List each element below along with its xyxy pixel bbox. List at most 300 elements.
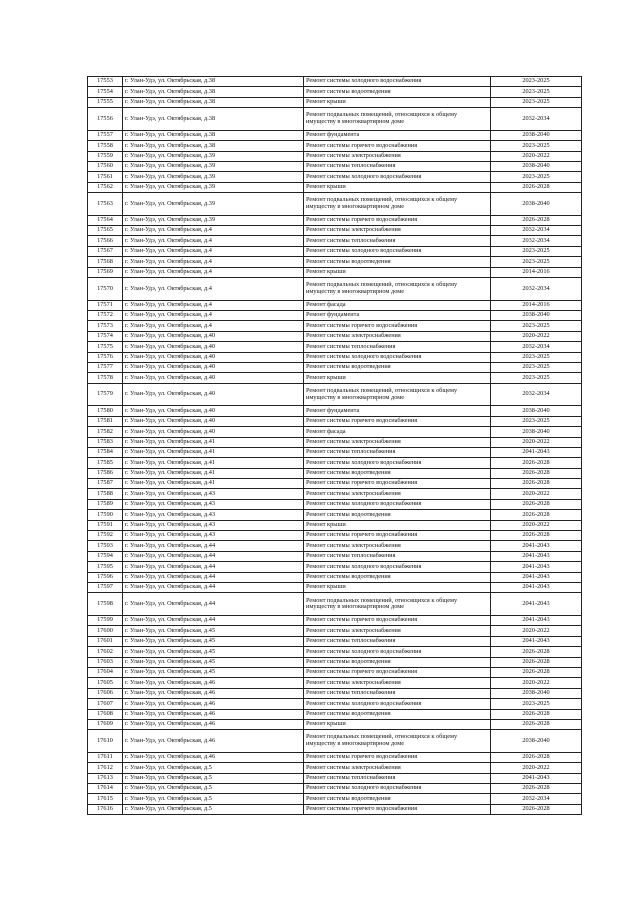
row-work-text: Ремонт системы теплоснабжения: [306, 342, 396, 350]
row-work-type: [304, 489, 491, 499]
table-row: [88, 311, 582, 321]
row-address: г. Улан-Удэ, ул. Октябрьская, д.46: [123, 688, 304, 698]
row-period: 2026-2028: [491, 531, 582, 541]
row-work-text: Ремонт системы горячего водоснабжения: [306, 805, 418, 813]
row-work-text: Ремонт системы электроснабжения: [306, 489, 401, 497]
row-period: 2023-2025: [491, 141, 582, 151]
row-period: 2038-2040: [491, 311, 582, 321]
row-number: 17592: [88, 531, 123, 541]
table-row: [88, 626, 582, 636]
row-period: 2023-2025: [491, 373, 582, 383]
row-work-type: [304, 352, 491, 362]
row-address: г. Улан-Удэ, ул. Октябрьская, д.43: [123, 510, 304, 520]
row-work-text: Ремонт системы горячего водоснабжения: [306, 417, 418, 425]
row-period: 2041-2043: [491, 562, 582, 572]
row-work-text: Ремонт подвальных помещений, относящихся к общему имуществу в многоквартирном доме: [306, 386, 458, 401]
row-period: 2023-2025: [491, 172, 582, 182]
table-row: [88, 352, 582, 362]
row-work-type: [304, 97, 491, 107]
row-work-text: Ремонт системы теплоснабжения: [306, 774, 396, 782]
row-number: 17583: [88, 437, 123, 447]
table-row: [88, 108, 582, 131]
row-work-text: Ремонт системы теплоснабжения: [306, 448, 396, 456]
row-address: г. Улан-Удэ, ул. Октябрьская, д.46: [123, 730, 304, 753]
table-row: [88, 383, 582, 406]
row-work-type: [304, 141, 491, 151]
table-row: [88, 709, 582, 719]
row-work-text: Ремонт системы теплоснабжения: [306, 162, 396, 170]
row-work-text: Ремонт системы электроснабжения: [306, 437, 401, 445]
row-number: 17559: [88, 151, 123, 161]
row-period: 2020-2022: [491, 331, 582, 341]
row-number: 17590: [88, 510, 123, 520]
row-work-text: Ремонт подвальных помещений, относящихся к общему имуществу в многоквартирном доме: [306, 281, 458, 295]
row-number: 17571: [88, 300, 123, 310]
row-period: 2026-2028: [491, 182, 582, 192]
row-number: 17560: [88, 161, 123, 171]
table-row: [88, 794, 582, 804]
row-address: г. Улан-Удэ, ул. Октябрьская, д.41: [123, 479, 304, 489]
row-work-type: [304, 531, 491, 541]
row-work-text: Ремонт системы теплоснабжения: [306, 236, 396, 244]
row-number: 17588: [88, 489, 123, 499]
row-work-text: Ремонт крыши: [306, 583, 346, 591]
row-period: 2038-2040: [491, 406, 582, 416]
table-row: [88, 657, 582, 667]
row-number: 17555: [88, 97, 123, 107]
row-period: 2020-2022: [491, 763, 582, 773]
row-work-text: Ремонт системы электроснабжения: [306, 541, 401, 549]
row-work-type: [304, 416, 491, 426]
table-row: [88, 520, 582, 530]
row-address: г. Улан-Удэ, ул. Октябрьская, д.4: [123, 236, 304, 246]
row-work-text: Ремонт системы электроснабжения: [306, 626, 401, 634]
row-address: г. Улан-Удэ, ул. Октябрьская, д.45: [123, 626, 304, 636]
table-row: [88, 458, 582, 468]
row-period: 2020-2022: [491, 151, 582, 161]
row-address: г. Улан-Удэ, ул. Октябрьская, д.44: [123, 562, 304, 572]
row-work-type: [304, 794, 491, 804]
row-address: г. Улан-Удэ, ул. Октябрьская, д.41: [123, 458, 304, 468]
row-work-text: Ремонт подвальных помещений, относящихся к общему имуществу в многоквартирном доме: [306, 596, 458, 611]
row-number: 17582: [88, 427, 123, 437]
row-address: г. Улан-Удэ, ул. Октябрьская, д.40: [123, 331, 304, 341]
row-work-type: [304, 236, 491, 246]
row-number: 17615: [88, 794, 123, 804]
table-row: [88, 647, 582, 657]
row-work-text: Ремонт системы холодного водоснабжения: [306, 247, 422, 255]
row-period: 2020-2022: [491, 437, 582, 447]
row-period: 2023-2025: [491, 257, 582, 267]
row-number: 17607: [88, 699, 123, 709]
row-period: 2026-2028: [491, 752, 582, 762]
row-work-type: [304, 311, 491, 321]
repair-schedule-table: [87, 76, 582, 815]
row-work-text: Ремонт крыши: [306, 720, 346, 728]
table-row: [88, 752, 582, 762]
row-number: 17567: [88, 246, 123, 256]
row-address: г. Улан-Удэ, ул. Октябрьская, д.45: [123, 667, 304, 677]
row-work-type: [304, 499, 491, 509]
row-address: г. Улан-Удэ, ул. Октябрьская, д.45: [123, 636, 304, 646]
row-address: г. Улан-Удэ, ул. Октябрьская, д.39: [123, 151, 304, 161]
table-row: [88, 193, 582, 216]
row-address: г. Улан-Удэ, ул. Октябрьская, д.38: [123, 77, 304, 87]
row-number: 17602: [88, 647, 123, 657]
row-period: 2041-2043: [491, 447, 582, 457]
row-work-type: [304, 383, 491, 406]
row-work-type: [304, 593, 491, 616]
row-work-type: [304, 342, 491, 352]
row-period: 2041-2043: [491, 593, 582, 616]
row-address: г. Улан-Удэ, ул. Октябрьская, д.4: [123, 246, 304, 256]
row-work-type: [304, 657, 491, 667]
row-period: 2038-2040: [491, 427, 582, 437]
table-row: [88, 87, 582, 97]
table-row: [88, 541, 582, 551]
row-number: 17556: [88, 108, 123, 131]
table-row: [88, 510, 582, 520]
row-work-type: [304, 784, 491, 794]
row-work-type: [304, 562, 491, 572]
row-address: г. Улан-Удэ, ул. Октябрьская, д.4: [123, 278, 304, 301]
row-number: 17585: [88, 458, 123, 468]
table-row: [88, 489, 582, 499]
row-period: 2026-2028: [491, 479, 582, 489]
table-row: [88, 416, 582, 426]
table-row: [88, 300, 582, 310]
row-number: 17613: [88, 773, 123, 783]
row-address: г. Улан-Удэ, ул. Октябрьская, д.44: [123, 615, 304, 625]
row-number: 17591: [88, 520, 123, 530]
table-row: [88, 699, 582, 709]
row-address: г. Улан-Удэ, ул. Октябрьская, д.40: [123, 427, 304, 437]
table-row: [88, 406, 582, 416]
row-address: г. Улан-Удэ, ул. Октябрьская, д.40: [123, 406, 304, 416]
row-work-type: [304, 572, 491, 582]
row-period: 2032-2034: [491, 108, 582, 131]
row-number: 17554: [88, 87, 123, 97]
row-work-type: [304, 636, 491, 646]
row-work-text: Ремонт системы горячего водоснабжения: [306, 216, 418, 224]
row-number: 17584: [88, 447, 123, 457]
row-work-text: Ремонт системы водоотведения: [306, 794, 391, 802]
row-work-type: [304, 626, 491, 636]
table-row: [88, 531, 582, 541]
table-row: [88, 362, 582, 372]
row-address: г. Улан-Удэ, ул. Октябрьская, д.40: [123, 373, 304, 383]
row-number: 17605: [88, 678, 123, 688]
row-address: г. Улан-Удэ, ул. Октябрьская, д.38: [123, 130, 304, 140]
row-number: 17569: [88, 267, 123, 277]
row-work-type: [304, 77, 491, 87]
row-number: 17586: [88, 468, 123, 478]
row-period: 2041-2043: [491, 773, 582, 783]
row-address: г. Улан-Удэ, ул. Октябрьская, д.43: [123, 499, 304, 509]
table-row: [88, 719, 582, 729]
table-row: [88, 784, 582, 794]
row-period: 2020-2022: [491, 489, 582, 499]
row-work-type: [304, 130, 491, 140]
row-number: 17564: [88, 215, 123, 225]
row-work-type: [304, 172, 491, 182]
row-period: 2020-2022: [491, 678, 582, 688]
row-work-type: [304, 215, 491, 225]
row-work-text: Ремонт системы горячего водоснабжения: [306, 616, 418, 624]
row-number: 17593: [88, 541, 123, 551]
row-address: г. Улан-Удэ, ул. Октябрьская, д.43: [123, 520, 304, 530]
table-row: [88, 267, 582, 277]
row-work-type: [304, 151, 491, 161]
row-number: 17557: [88, 130, 123, 140]
table-row: [88, 688, 582, 698]
row-period: 2038-2040: [491, 130, 582, 140]
table-row: [88, 773, 582, 783]
table-row: [88, 172, 582, 182]
row-address: г. Улан-Удэ, ул. Октябрьская, д.41: [123, 468, 304, 478]
row-number: 17596: [88, 572, 123, 582]
table-row: [88, 804, 582, 814]
row-work-type: [304, 427, 491, 437]
row-work-text: Ремонт фундамента: [306, 311, 360, 319]
table-row: [88, 226, 582, 236]
row-number: 17566: [88, 236, 123, 246]
row-address: г. Улан-Удэ, ул. Октябрьская, д.40: [123, 416, 304, 426]
row-work-text: Ремонт фундамента: [306, 131, 360, 139]
row-work-text: Ремонт крыши: [306, 98, 346, 106]
row-work-text: Ремонт системы горячего водоснабжения: [306, 479, 418, 487]
table-body: [88, 77, 582, 815]
row-period: 2014-2016: [491, 267, 582, 277]
row-work-text: Ремонт системы горячего водоснабжения: [306, 531, 418, 539]
row-work-type: [304, 763, 491, 773]
row-period: 2026-2028: [491, 468, 582, 478]
row-work-text: Ремонт системы водоотведения: [306, 573, 391, 580]
row-work-text: Ремонт системы горячего водоснабжения: [306, 141, 418, 149]
row-address: г. Улан-Удэ, ул. Октябрьская, д.5: [123, 763, 304, 773]
row-period: 2023-2025: [491, 352, 582, 362]
row-work-type: [304, 226, 491, 236]
row-work-type: [304, 108, 491, 131]
row-work-text: Ремонт системы водоотведения: [306, 87, 391, 95]
row-work-type: [304, 678, 491, 688]
row-period: 2023-2025: [491, 699, 582, 709]
row-period: 2026-2028: [491, 709, 582, 719]
row-period: 2038-2040: [491, 161, 582, 171]
row-number: 17574: [88, 331, 123, 341]
row-work-type: [304, 437, 491, 447]
row-address: г. Улан-Удэ, ул. Октябрьская, д.40: [123, 362, 304, 372]
row-number: 17597: [88, 583, 123, 593]
row-work-text: Ремонт крыши: [306, 268, 346, 276]
table-row: [88, 331, 582, 341]
row-period: 2038-2040: [491, 193, 582, 216]
row-work-text: Ремонт подвальных помещений, относящихся к общему имуществу в многоквартирном доме: [306, 111, 458, 125]
row-period: 2026-2028: [491, 215, 582, 225]
row-address: г. Улан-Удэ, ул. Октябрьская, д.38: [123, 141, 304, 151]
row-work-text: Ремонт системы холодного водоснабжения: [306, 77, 422, 85]
row-address: г. Улан-Удэ, ул. Октябрьская, д.44: [123, 541, 304, 551]
row-address: г. Улан-Удэ, ул. Октябрьская, д.40: [123, 383, 304, 406]
row-number: 17587: [88, 479, 123, 489]
row-work-type: [304, 667, 491, 677]
row-period: 2038-2040: [491, 730, 582, 753]
row-period: 2023-2025: [491, 321, 582, 331]
row-address: г. Улан-Удэ, ул. Октябрьская, д.5: [123, 794, 304, 804]
table-row: [88, 730, 582, 753]
row-period: 2026-2028: [491, 667, 582, 677]
row-number: 17580: [88, 406, 123, 416]
row-number: 17600: [88, 626, 123, 636]
row-address: г. Улан-Удэ, ул. Октябрьская, д.4: [123, 226, 304, 236]
row-number: 17608: [88, 709, 123, 719]
row-number: 17594: [88, 551, 123, 561]
row-number: 17553: [88, 77, 123, 87]
row-work-text: Ремонт системы теплоснабжения: [306, 689, 396, 697]
row-work-text: Ремонт системы горячего водоснабжения: [306, 668, 418, 676]
row-work-text: Ремонт крыши: [306, 521, 346, 529]
table-row: [88, 97, 582, 107]
row-work-type: [304, 373, 491, 383]
row-period: 2026-2028: [491, 657, 582, 667]
row-period: 2032-2034: [491, 383, 582, 406]
row-address: г. Улан-Удэ, ул. Октябрьская, д.46: [123, 752, 304, 762]
row-work-text: Ремонт системы водоотведения: [306, 363, 391, 371]
row-period: 2041-2043: [491, 615, 582, 625]
row-work-text: Ремонт системы теплоснабжения: [306, 552, 396, 560]
row-address: г. Улан-Удэ, ул. Октябрьская, д.38: [123, 108, 304, 131]
row-number: 17604: [88, 667, 123, 677]
row-period: 2041-2043: [491, 551, 582, 561]
row-work-text: Ремонт системы холодного водоснабжения: [306, 172, 422, 180]
row-period: 2023-2025: [491, 362, 582, 372]
row-work-text: Ремонт системы холодного водоснабжения: [306, 699, 422, 707]
row-work-type: [304, 688, 491, 698]
row-work-type: [304, 541, 491, 551]
row-number: 17578: [88, 373, 123, 383]
row-work-text: Ремонт фасада: [306, 301, 346, 309]
table-row: [88, 215, 582, 225]
row-work-type: [304, 321, 491, 331]
row-address: г. Улан-Удэ, ул. Октябрьская, д.40: [123, 352, 304, 362]
row-work-text: Ремонт системы холодного водоснабжения: [306, 458, 422, 466]
row-period: 2026-2028: [491, 510, 582, 520]
row-work-type: [304, 647, 491, 657]
row-work-type: [304, 583, 491, 593]
row-period: 2041-2043: [491, 636, 582, 646]
row-period: 2026-2028: [491, 804, 582, 814]
row-work-text: Ремонт крыши: [306, 183, 346, 191]
row-period: 2032-2034: [491, 226, 582, 236]
row-number: 17598: [88, 593, 123, 616]
row-number: 17561: [88, 172, 123, 182]
table-row: [88, 437, 582, 447]
row-number: 17568: [88, 257, 123, 267]
row-work-text: Ремонт системы электроснабжения: [306, 226, 401, 234]
row-address: г. Улан-Удэ, ул. Октябрьская, д.39: [123, 172, 304, 182]
table-row: [88, 342, 582, 352]
row-period: 2032-2034: [491, 794, 582, 804]
row-period: 2038-2040: [491, 688, 582, 698]
row-number: 17576: [88, 352, 123, 362]
row-address: г. Улан-Удэ, ул. Октябрьская, д.5: [123, 773, 304, 783]
row-number: 17599: [88, 615, 123, 625]
row-number: 17565: [88, 226, 123, 236]
row-address: г. Улан-Удэ, ул. Октябрьская, д.46: [123, 678, 304, 688]
row-period: 2023-2025: [491, 246, 582, 256]
row-address: г. Улан-Удэ, ул. Октябрьская, д.46: [123, 719, 304, 729]
table-row: [88, 468, 582, 478]
row-number: 17558: [88, 141, 123, 151]
row-work-text: Ремонт системы холодного водоснабжения: [306, 500, 422, 508]
row-work-text: Ремонт системы электроснабжения: [306, 763, 401, 771]
row-number: 17601: [88, 636, 123, 646]
row-work-type: [304, 615, 491, 625]
table-row: [88, 246, 582, 256]
table-row: [88, 130, 582, 140]
row-address: г. Улан-Удэ, ул. Октябрьская, д.44: [123, 551, 304, 561]
row-work-text: Ремонт системы холодного водоснабжения: [306, 562, 422, 570]
row-work-type: [304, 468, 491, 478]
row-work-type: [304, 182, 491, 192]
row-number: 17609: [88, 719, 123, 729]
row-address: г. Улан-Удэ, ул. Октябрьская, д.39: [123, 215, 304, 225]
row-period: 2032-2034: [491, 236, 582, 246]
row-address: г. Улан-Удэ, ул. Октябрьская, д.44: [123, 593, 304, 616]
row-work-text: Ремонт системы водоотведения: [306, 709, 391, 717]
row-address: г. Улан-Удэ, ул. Октябрьская, д.46: [123, 709, 304, 719]
row-work-type: [304, 246, 491, 256]
row-address: г. Улан-Удэ, ул. Октябрьская, д.44: [123, 572, 304, 582]
table-row: [88, 763, 582, 773]
row-address: г. Улан-Удэ, ул. Октябрьская, д.38: [123, 97, 304, 107]
row-work-type: [304, 193, 491, 216]
row-number: 17610: [88, 730, 123, 753]
row-number: 17589: [88, 499, 123, 509]
row-work-type: [304, 458, 491, 468]
row-period: 2032-2034: [491, 278, 582, 301]
table-row: [88, 572, 582, 582]
row-work-type: [304, 719, 491, 729]
row-number: 17570: [88, 278, 123, 301]
row-number: 17572: [88, 311, 123, 321]
row-period: 2041-2043: [491, 541, 582, 551]
row-work-text: Ремонт системы электроснабжения: [306, 151, 401, 159]
row-period: 2020-2022: [491, 520, 582, 530]
row-work-type: [304, 479, 491, 489]
table-row: [88, 615, 582, 625]
row-address: г. Улан-Удэ, ул. Октябрьская, д.5: [123, 784, 304, 794]
row-work-type: [304, 773, 491, 783]
row-address: г. Улан-Удэ, ул. Октябрьская, д.44: [123, 583, 304, 593]
row-address: г. Улан-Удэ, ул. Октябрьская, д.41: [123, 447, 304, 457]
row-number: 17595: [88, 562, 123, 572]
row-address: г. Улан-Удэ, ул. Октябрьская, д.43: [123, 489, 304, 499]
table-row: [88, 278, 582, 301]
row-address: г. Улан-Удэ, ул. Октябрьская, д.38: [123, 87, 304, 97]
table-row: [88, 236, 582, 246]
row-work-text: Ремонт системы горячего водоснабжения: [306, 321, 418, 329]
row-period: 2032-2034: [491, 342, 582, 352]
row-period: 2023-2025: [491, 77, 582, 87]
row-period: 2026-2028: [491, 499, 582, 509]
row-period: 2026-2028: [491, 458, 582, 468]
row-address: г. Улан-Удэ, ул. Октябрьская, д.45: [123, 657, 304, 667]
row-work-text: Ремонт системы электроснабжения: [306, 678, 401, 686]
row-work-text: Ремонт системы водоотведения: [306, 510, 391, 518]
row-address: г. Улан-Удэ, ул. Октябрьская, д.4: [123, 257, 304, 267]
row-work-text: Ремонт фасада: [306, 427, 346, 435]
